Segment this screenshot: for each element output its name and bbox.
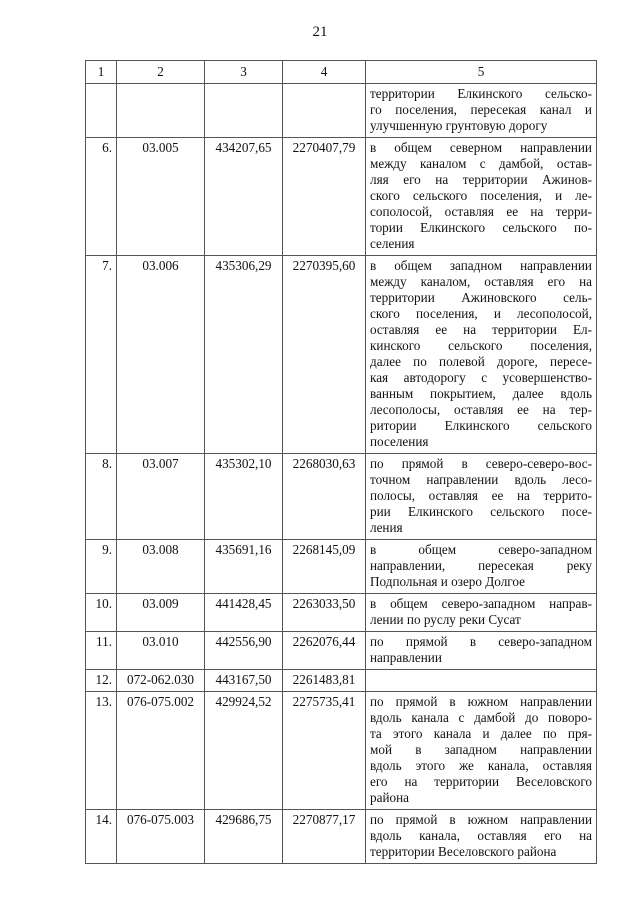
header-cell: 1 xyxy=(86,61,117,84)
description-line: полосы, оставляя ее на террито- xyxy=(370,488,592,503)
description-line: между каналом, оставляя его на xyxy=(370,274,592,289)
table-row xyxy=(86,540,597,594)
description-line: по прямой в южном направлении xyxy=(370,812,592,827)
row-number-cell: 10. xyxy=(86,594,117,632)
boundary-description-cell xyxy=(366,692,597,810)
description-line: его на территории Веселовского xyxy=(370,774,592,789)
table-row xyxy=(86,670,597,692)
y-coordinate-cell: 2261483,81 xyxy=(283,670,366,692)
x-coordinate-cell: 429686,75 xyxy=(205,810,283,864)
y-coordinate-cell xyxy=(283,84,366,138)
table-row xyxy=(86,256,597,454)
boundary-description-cell xyxy=(366,454,597,540)
point-code-cell: 03.007 xyxy=(117,454,205,540)
description-line: сополосой, оставляя ее на терри- xyxy=(370,204,592,219)
header-cell: 2 xyxy=(117,61,205,84)
point-code-cell: 076-075.002 xyxy=(117,692,205,810)
table-header-row xyxy=(86,61,597,84)
description-line: Подпольная и озеро Долгое xyxy=(370,574,525,589)
boundary-description-cell xyxy=(366,138,597,256)
description-line: улучшенную грунтовую дорогу xyxy=(370,118,548,133)
table-row xyxy=(86,632,597,670)
description-line: оставляя ее на территории Ел- xyxy=(370,322,592,337)
description-line: ванным покрытием, далее вдоль xyxy=(370,386,592,401)
table-row xyxy=(86,138,597,256)
y-coordinate-cell: 2270877,17 xyxy=(283,810,366,864)
description-line: в общем западном направлении xyxy=(370,258,592,273)
description-line: в общем северо-западном xyxy=(370,542,592,557)
boundary-description-cell xyxy=(366,256,597,454)
description-line: селения xyxy=(370,236,415,251)
row-number-cell: 8. xyxy=(86,454,117,540)
row-number-cell xyxy=(86,84,117,138)
boundary-description-cell xyxy=(366,670,597,692)
table-row xyxy=(86,84,597,138)
description-line: по прямой в северо-северо-вос- xyxy=(370,456,592,471)
description-line: вдоль этого же канала, оставляя xyxy=(370,758,592,773)
row-number-cell: 9. xyxy=(86,540,117,594)
x-coordinate-cell: 435306,29 xyxy=(205,256,283,454)
description-line: ления xyxy=(370,520,403,535)
table-row xyxy=(86,594,597,632)
description-line: та этого канала и далее по пря- xyxy=(370,726,592,741)
y-coordinate-cell: 2262076,44 xyxy=(283,632,366,670)
description-line: направлении, пересекая реку xyxy=(370,558,592,573)
table-row xyxy=(86,692,597,810)
x-coordinate-cell: 435302,10 xyxy=(205,454,283,540)
table-row xyxy=(86,810,597,864)
description-line: района xyxy=(370,790,410,805)
description-line: территории Елкинского сельско- xyxy=(370,86,592,101)
description-line: рии Елкинского сельского посе- xyxy=(370,504,592,519)
row-number-cell: 14. xyxy=(86,810,117,864)
description-line: вдоль канала, оставляя его на xyxy=(370,828,592,843)
y-coordinate-cell: 2270395,60 xyxy=(283,256,366,454)
boundary-table xyxy=(85,60,597,864)
x-coordinate-cell: 435691,16 xyxy=(205,540,283,594)
description-line: далее по полевой дороге, пересе- xyxy=(370,354,592,369)
point-code-cell: 03.009 xyxy=(117,594,205,632)
description-line: по прямой в южном направлении xyxy=(370,694,592,709)
point-code-cell: 076-075.003 xyxy=(117,810,205,864)
point-code-cell: 03.005 xyxy=(117,138,205,256)
y-coordinate-cell: 2275735,41 xyxy=(283,692,366,810)
description-line: ского сельского поселения, и ле- xyxy=(370,188,592,203)
description-line: ляя его на территории Ажинов- xyxy=(370,172,592,187)
description-line: территории Веселовского района xyxy=(370,844,557,859)
description-line: в общем северо-западном направ- xyxy=(370,596,592,611)
description-line: поселения xyxy=(370,434,429,449)
header-cell: 4 xyxy=(283,61,366,84)
boundary-description-cell xyxy=(366,810,597,864)
x-coordinate-cell xyxy=(205,84,283,138)
description-line: тории Елкинского сельского по- xyxy=(370,220,592,235)
description-line: ритории Елкинского сельского xyxy=(370,418,592,433)
description-line: мой в западном направлении xyxy=(370,742,592,757)
row-number-cell: 13. xyxy=(86,692,117,810)
description-line: вдоль канала с дамбой до поворо- xyxy=(370,710,592,725)
y-coordinate-cell: 2268030,63 xyxy=(283,454,366,540)
table-row xyxy=(86,454,597,540)
boundary-description-cell xyxy=(366,594,597,632)
boundary-description-cell xyxy=(366,84,597,138)
header-cell: 3 xyxy=(205,61,283,84)
row-number-cell: 12. xyxy=(86,670,117,692)
point-code-cell: 03.010 xyxy=(117,632,205,670)
x-coordinate-cell: 441428,45 xyxy=(205,594,283,632)
description-line: го поселения, пересекая канал и xyxy=(370,102,592,117)
x-coordinate-cell: 434207,65 xyxy=(205,138,283,256)
x-coordinate-cell: 429924,52 xyxy=(205,692,283,810)
boundary-description-cell xyxy=(366,632,597,670)
row-number-cell: 6. xyxy=(86,138,117,256)
point-code-cell: 03.006 xyxy=(117,256,205,454)
row-number-cell: 7. xyxy=(86,256,117,454)
row-number-cell: 11. xyxy=(86,632,117,670)
description-line: кая автодорогу с усовершенство- xyxy=(370,370,592,385)
y-coordinate-cell: 2268145,09 xyxy=(283,540,366,594)
point-code-cell: 03.008 xyxy=(117,540,205,594)
boundary-description-cell xyxy=(366,540,597,594)
description-line: в общем северном направлении xyxy=(370,140,592,155)
description-line: по прямой в северо-западном xyxy=(370,634,592,649)
description-line: точном направлении вдоль лесо- xyxy=(370,472,592,487)
description-line: лесополосы, оставляя ее на тер- xyxy=(370,402,592,417)
description-line: направлении xyxy=(370,650,442,665)
y-coordinate-cell: 2263033,50 xyxy=(283,594,366,632)
description-line: ского поселения, и лесополосой, xyxy=(370,306,592,321)
description-line: кинского сельского поселения, xyxy=(370,338,592,353)
point-code-cell xyxy=(117,84,205,138)
description-line: между каналом с дамбой, остав- xyxy=(370,156,592,171)
description-line: территории Ажиновского сель- xyxy=(370,290,592,305)
x-coordinate-cell: 442556,90 xyxy=(205,632,283,670)
y-coordinate-cell: 2270407,79 xyxy=(283,138,366,256)
header-cell: 5 xyxy=(366,61,597,84)
x-coordinate-cell: 443167,50 xyxy=(205,670,283,692)
description-line: лении по руслу реки Сусат xyxy=(370,612,521,627)
page-number: 21 xyxy=(312,24,328,40)
point-code-cell: 072-062.030 xyxy=(117,670,205,692)
